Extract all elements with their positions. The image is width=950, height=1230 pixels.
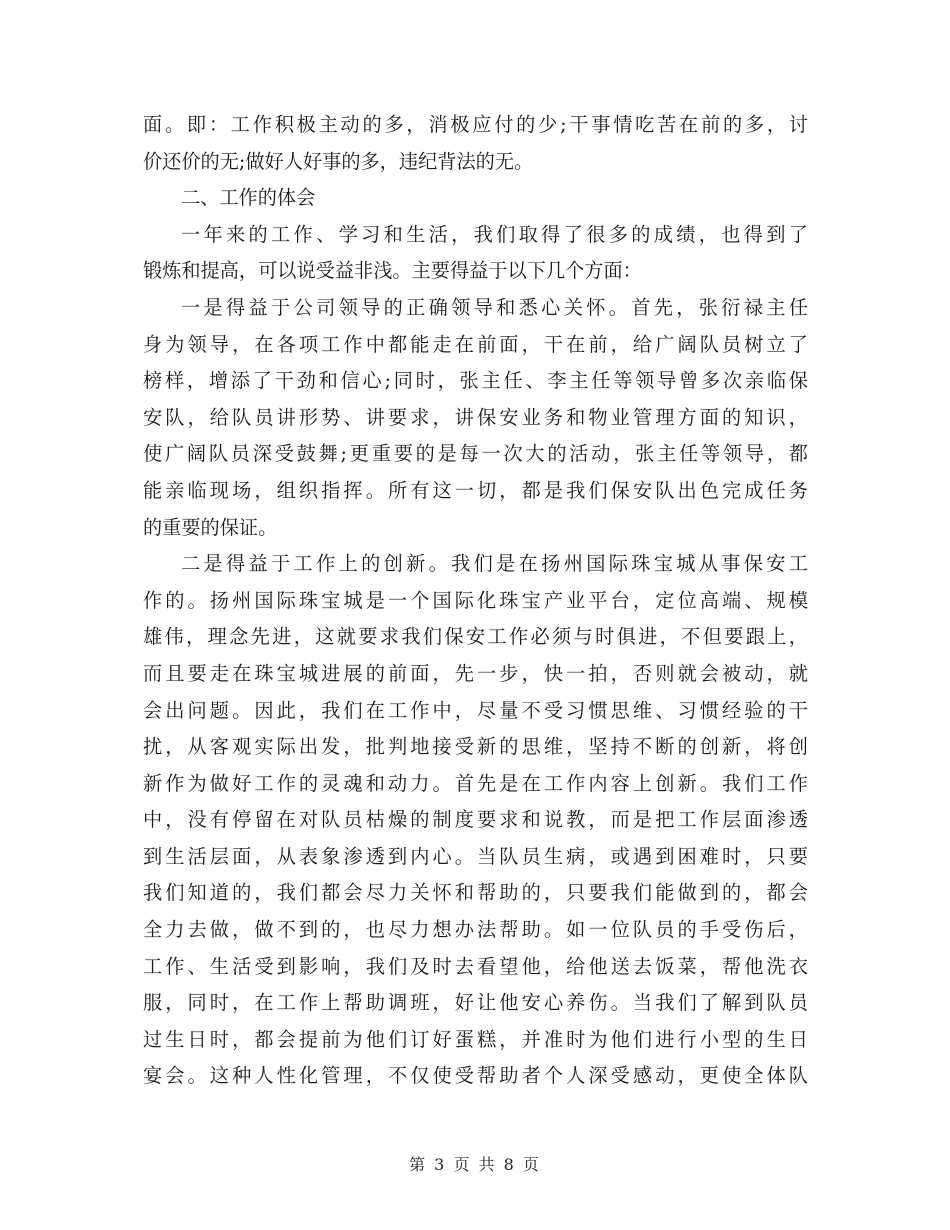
text-line: 一年来的工作、学习和生活，我们取得了很多的成绩，也得到了 bbox=[181, 222, 808, 246]
text-line: 我们知道的，我们都会尽力关怀和帮助的，只要我们能做到的，都会 bbox=[143, 881, 808, 905]
text-line: 而且要走在珠宝城进展的前面，先一步，快一拍，否则就会被动，就 bbox=[143, 661, 808, 685]
text-line: 一是得益于公司领导的正确领导和悉心关怀。首先，张衍禄主任 bbox=[181, 295, 808, 319]
text-line: 中，没有停留在对队员枯燥的制度要求和说教，而是把工作层面渗透 bbox=[143, 808, 808, 832]
text-line: 身为领导，在各项工作中都能走在前面，干在前，给广阔队员树立了 bbox=[143, 332, 808, 356]
text-line: 的重要的保证。 bbox=[143, 515, 278, 539]
text-line: 新作为做好工作的灵魂和动力。首先是在工作内容上创新。我们工作 bbox=[143, 771, 808, 795]
text-line: 能亲临现场，组织指挥。所有这一切，都是我们保安队出色完成任务 bbox=[143, 478, 808, 502]
text-line: 扰，从客观实际出发，批判地接受新的思维，坚持不断的创新，将创 bbox=[143, 735, 808, 759]
text-line: 宴会。这种人性化管理，不仅使受帮助者个人深受感动，更使全体队 bbox=[143, 1064, 808, 1088]
page-footer: 第 3 页 共 8 页 bbox=[409, 1155, 541, 1174]
text-line: 作的。扬州国际珠宝城是一个国际化珠宝产业平台，定位高端、规模 bbox=[143, 588, 808, 612]
document-body bbox=[143, 107, 808, 1095]
text-line: 锻炼和提高，可以说受益非浅。主要得益于以下几个方面： bbox=[143, 259, 642, 283]
text-line: 使广阔队员深受鼓舞;更重要的是每一次大的活动，张主任等领导，都 bbox=[143, 442, 808, 466]
text-line: 价还价的无;做好人好事的多，违纪背法的无。 bbox=[143, 149, 534, 173]
text-line: 榜样，增添了干劲和信心;同时，张主任、李主任等领导曾多次亲临保 bbox=[143, 369, 808, 393]
text-line: 过生日时，都会提前为他们订好蛋糕，并准时为他们进行小型的生日 bbox=[143, 1027, 808, 1051]
text-line: 二是得益于工作上的创新。我们是在扬州国际珠宝城从事保安工 bbox=[181, 552, 808, 576]
text-line: 安队，给队员讲形势、讲要求，讲保安业务和物业管理方面的知识， bbox=[143, 405, 808, 429]
text-line: 二、工作的体会 bbox=[181, 186, 316, 210]
text-line: 会出问题。因此，我们在工作中，尽量不受习惯思维、习惯经验的干 bbox=[143, 698, 808, 722]
text-line: 服，同时，在工作上帮助调班，好让他安心养伤。当我们了解到队员 bbox=[143, 991, 808, 1015]
text-line: 雄伟，理念先进，这就要求我们保安工作必须与时俱进，不但要跟上， bbox=[143, 625, 808, 649]
text-line: 到生活层面，从表象渗透到内心。当队员生病，或遇到困难时，只要 bbox=[143, 844, 808, 868]
text-line: 全力去做，做不到的，也尽力想办法帮助。如一位队员的手受伤后， bbox=[143, 918, 808, 942]
text-line: 工作、生活受到影响，我们及时去看望他，给他送去饭菜，帮他洗衣 bbox=[143, 954, 808, 978]
text-line: 面。即：工作积极主动的多，消极应付的少;干事情吃苦在前的多，讨 bbox=[143, 113, 808, 136]
